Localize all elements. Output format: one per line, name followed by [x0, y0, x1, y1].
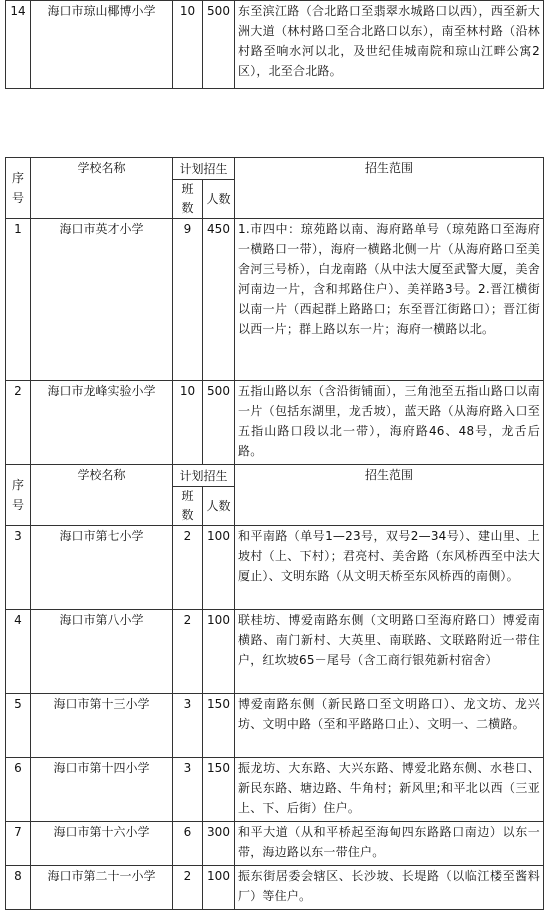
header-no: 序号 — [6, 158, 31, 219]
student-count: 500 — [203, 381, 235, 465]
row-number: 3 — [6, 526, 31, 610]
enrollment-range: 东至滨江路（合北路口至翡翠水城路口以西），西至新大洲大道（林村路口至合北路口以东），南至林村路（沿林村路至响水河以北，及世纪佳城南院和琼山江畔公寓2区），北至合北路。 — [235, 1, 544, 89]
class-count: 10 — [173, 1, 203, 89]
enrollment-range: 1.市四中：琼苑路以南、海府路单号（琼苑路口至海府一横路口一带），海府一横路北侧一片（从海府路口至美舍河三号桥），白龙南路（从中法大厦至武警大厦，美舍河南边一片，含和邦路住户）、美祥路3号。2.晋江横街以南一片（西起群上路路口；东至晋江街路口）；晋江街以西一片；群上路以东一片；海府一横路以北。 — [235, 219, 544, 381]
student-count: 450 — [203, 219, 235, 381]
school-name: 海口市第十六小学 — [31, 822, 173, 866]
enrollment-table — [5, 157, 544, 910]
student-count: 500 — [203, 1, 235, 89]
class-count: 2 — [173, 866, 203, 910]
header-students: 人数 — [203, 180, 235, 219]
school-name: 海口市龙峰实验小学 — [31, 381, 173, 465]
table-row — [6, 526, 544, 610]
student-count: 100 — [203, 610, 235, 694]
row-number: 8 — [6, 866, 31, 910]
class-count: 6 — [173, 822, 203, 866]
class-count: 2 — [173, 526, 203, 610]
enrollment-range: 和平大道（从和平桥起至海甸四东路路口南边）以东一带，海边路以东一带住户。 — [235, 822, 544, 866]
row-number: 14 — [6, 1, 31, 89]
school-name: 海口市英才小学 — [31, 219, 173, 381]
row-number: 4 — [6, 610, 31, 694]
row-number: 5 — [6, 694, 31, 758]
student-count: 300 — [203, 822, 235, 866]
table-row — [6, 219, 544, 381]
table-row — [6, 1, 544, 89]
header-plan: 计划招生 — [173, 465, 235, 487]
header-range: 招生范围 — [235, 465, 544, 526]
class-count: 9 — [173, 219, 203, 381]
header-no: 序号 — [6, 465, 31, 526]
class-count: 10 — [173, 381, 203, 465]
school-name: 海口市第十三小学 — [31, 694, 173, 758]
table-header — [6, 158, 544, 180]
row-number: 2 — [6, 381, 31, 465]
header-plan: 计划招生 — [173, 158, 235, 180]
enrollment-range: 五指山路以东（含沿街铺面），三角池至五指山路口以南一片（包括东湖里，龙舌坡），蓝天路（从海府路入口至五指山路口段以北一带），海府路46、48号，龙舌后路。 — [235, 381, 544, 465]
school-name: 海口市第七小学 — [31, 526, 173, 610]
table-row — [6, 381, 544, 465]
enrollment-range: 联桂坊、博爱南路东侧（文明路口至海府路口）博爱南横路、南门新村、大英里、南联路、文联路附近一带住户，红坎坡65－尾号（含工商行银苑新村宿舍） — [235, 610, 544, 694]
enrollment-range: 振东街居委会辖区、长沙坡、长堤路（以临江楼至酱料厂）等住户。 — [235, 866, 544, 910]
student-count: 100 — [203, 526, 235, 610]
table-row — [6, 866, 544, 910]
school-name: 海口市第八小学 — [31, 610, 173, 694]
header-classes: 班数 — [173, 180, 203, 219]
enrollment-range: 博爱南路东侧（新民路口至文明路口）、龙文坊、龙兴坊、文明中路（至和平路路口止）、文明一、二横路。 — [235, 694, 544, 758]
header-students: 人数 — [203, 487, 235, 526]
header-range: 招生范围 — [235, 158, 544, 219]
row-number: 6 — [6, 758, 31, 822]
table-row — [6, 822, 544, 866]
header-classes: 班数 — [173, 487, 203, 526]
table-row — [6, 758, 544, 822]
enrollment-range: 和平南路（单号1—23号，双号2—34号）、建山里、上坡村（上、下村）；君亮村、美舍路（东风桥西至中法大厦止）、文明东路（从文明天桥至东风桥西的南侧）。 — [235, 526, 544, 610]
student-count: 150 — [203, 758, 235, 822]
student-count: 150 — [203, 694, 235, 758]
class-count: 2 — [173, 610, 203, 694]
school-name: 海口市第十四小学 — [31, 758, 173, 822]
class-count: 3 — [173, 694, 203, 758]
enrollment-table-continued — [5, 0, 544, 89]
row-number: 7 — [6, 822, 31, 866]
student-count: 100 — [203, 866, 235, 910]
header-school: 学校名称 — [31, 465, 173, 526]
table-row — [6, 694, 544, 758]
school-name: 海口市第二十一小学 — [31, 866, 173, 910]
header-school: 学校名称 — [31, 158, 173, 219]
table-header-repeat — [6, 465, 544, 487]
enrollment-range: 振龙坊、大东路、大兴东路、博爱北路东侧、水巷口、新民东路、塘边路、牛角村；新风里;和平北以西（三亚上、下、后街）住户。 — [235, 758, 544, 822]
class-count: 3 — [173, 758, 203, 822]
school-name: 海口市琼山椰博小学 — [31, 1, 173, 89]
row-number: 1 — [6, 219, 31, 381]
table-row — [6, 610, 544, 694]
